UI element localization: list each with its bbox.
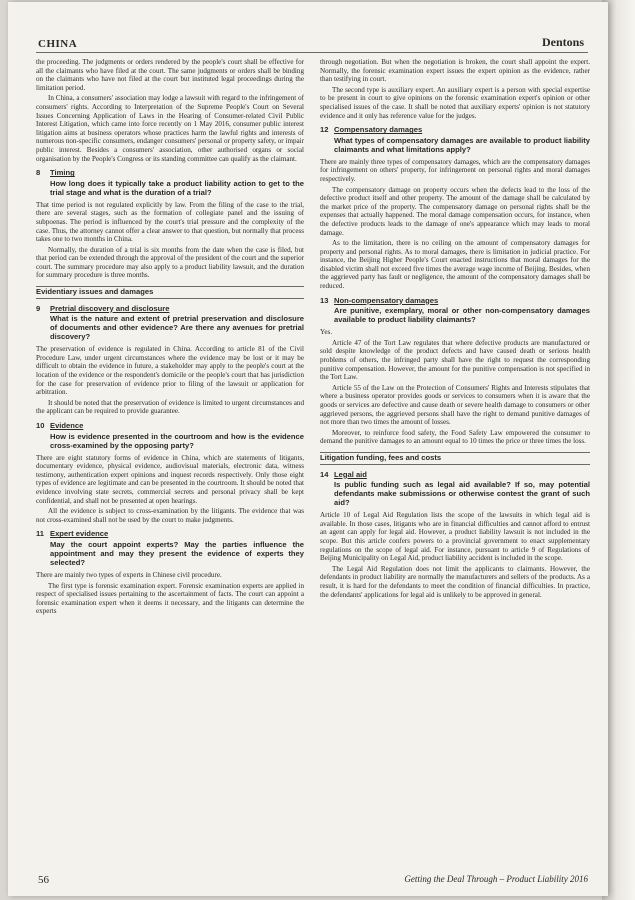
- question-title: Timing: [50, 168, 75, 178]
- question-number: 14: [320, 469, 329, 479]
- page-number: 56: [38, 874, 49, 886]
- question-title: Evidence: [50, 421, 84, 430]
- section-heading-evidentiary: Evidentiary issues and damages: [36, 286, 304, 299]
- question-heading-9: [36, 305, 304, 314]
- question-heading-11: [36, 530, 304, 539]
- paragraph: There are mainly two types of experts in Chinese civil procedure.: [36, 570, 222, 579]
- firm-header: Dentons: [541, 35, 584, 49]
- paragraph: the proceeding. The judgments or orders rendered by the people's court shall be effective for all the claimants who have filed at the court. The same judgments or orders shall be binding on the claimants who have not filed at the court but instituted legal proceedings during the limitation period.: [36, 58, 304, 92]
- question-number: 8: [36, 168, 41, 178]
- paragraph: That time period is not regulated explicitly by law. From the filing of the case to the trial, there are several stages, such as the formation of collegiate panel and the issuing of subpoenas. The period is influenced by the court's trial pressure and the complexity of the case. Thus, the attorney cannot offer a clear answer to that question, but normally that process takes one to two months in China.: [36, 200, 304, 244]
- paragraph: The second type is auxiliary expert. An auxiliary expert is a person with special expertise to be present in court to give opinions on the forensic examination expert's opinion or other specialised issues of the case. It shall be noted that auxiliary experts' opinion is not statutory evidence and it only has reference value for the judges.: [320, 85, 590, 120]
- question-heading-8: [36, 169, 304, 178]
- country-header: CHINA: [38, 38, 78, 50]
- paragraph: through negotiation. But when the negotiation is broken, the court shall appoint the expert. Normally, the forensic examination expert issues the expert opinion as the evidence, rather than testifying in court.: [320, 58, 590, 84]
- question-number: 12: [320, 125, 329, 135]
- paragraph: Article 55 of the Law on the Protection of Consumers' Rights and Interests stipulates that where a business operator provides goods or services to consumers when it is aware that the goods or services are defective and cause death or severe health damage to consumers or other aggrieved persons, the aggrieved persons shall have the right to demand punitive damages of not more than two times the amount of losses.: [320, 383, 590, 427]
- paragraph: It should be noted that the preservation of evidence is limited to urgent circumstances and the applicant can be required to provide guarantee.: [36, 398, 304, 416]
- section-heading-funding: Litigation funding, fees and costs: [320, 452, 590, 465]
- question-title: Compensatory damages: [334, 125, 423, 135]
- question-number: 9: [36, 303, 41, 313]
- question-number: 10: [36, 421, 45, 430]
- question-number: 13: [320, 295, 329, 305]
- paragraph: Normally, the duration of a trial is six months from the date when the case is filed, but that period can be extended through the approval of the president of the court and the superior court. The summary procedure may also apply to a product liability lawsuit, and the duration for summary procedure is three months.: [36, 245, 304, 280]
- paragraph: All the evidence is subject to cross-examination by the litigants. The evidence that was not cross-examined shall not be used by the court to make judgments.: [36, 507, 304, 524]
- question-number: 11: [36, 529, 45, 539]
- paragraph: There are eight statutory forms of evidence in China, which are statements of litigants, documentary evidence, physical evidence, audiovisual materials, electronic data, witness testimony, authentication expert opinions and inquest records respectively. Only those eight types of evidence are legitimate and can be presented in the courtroom. It should be noted that evidence involving state secrets, commercial secrets and personal privacy shall be kept confidential, and shall not be presented at open hearings.: [36, 453, 304, 505]
- paragraph: There are mainly three types of compensatory damages, which are the compensatory damages for infringement on others' property, for infringement on personal rights and moral damages respectively.: [320, 157, 590, 183]
- paragraph: The first type is forensic examination expert. Forensic examination experts are applied in respect of specialised issues pertaining to the ascertainment of facts. The court can appoint a forensic examination expert when it deems it necessary, and the litigants can determine the experts: [36, 581, 304, 616]
- paragraph: Moreover, to reinforce food safety, the Food Safety Law empowered the consumer to demand the punitive damages to an amount equal to 10 times the price or three times the loss.: [320, 428, 590, 446]
- question-text: May the court appoint experts? May the parties influence the appointment and may they present the evidence of experts they selected?: [50, 539, 304, 567]
- question-title: Non-compensatory damages: [334, 295, 439, 305]
- question-text: How is evidence presented in the courtroom and how is the evidence cross-examined by the opposing party?: [50, 431, 304, 450]
- right-column: [320, 58, 590, 601]
- paragraph: The compensatory damage on property occurs when the defects lead to the loss of the defective product itself and other property. The amount of the damage shall be calculated by the market price of the property. The compensatory damage on personal rights shall be the expenses that actually happened. The moral damage compensation occurs, for instance, when the defective products leads to the damage of one's appearance which may leads to moral damage.: [320, 185, 590, 237]
- paragraph: Article 10 of Legal Aid Regulation lists the scope of the lawsuits in which legal aid is available. In those cases, litigants who are in financial difficulties and cannot afford to entrust an agent can apply for legal aid. However, a product liability lawsuit is not included in the scope. But this article confers powers to a provincial government to enact supplementary regulations on the scope of legal aid. For instance, pursuant to article 9 of Regulations of Beijing Municipality on Legal Aid, product liability accident is included in the scope.: [320, 511, 590, 563]
- left-column: [36, 58, 304, 618]
- question-text: Are punitive, exemplary, moral or other non-compensatory damages available to product liability claimants?: [334, 306, 590, 325]
- paragraph: As to the limitation, there is no ceiling on the amount of compensatory damages for property and personal rights. As to moral damages, there is limitation in judicial practice. For instance, the Beijing Higher People's Court enacted instructions that moral damages for the disabled victim shall not exceed five times the average wage income of Beijing. Besides, when the aggrieved party has fault or negligence, the amount of the compensatory damages shall be reduced.: [320, 239, 590, 291]
- question-heading-10: [36, 422, 304, 431]
- question-text: What types of compensatory damages are available to product liability claimants and what limitations apply?: [334, 135, 590, 154]
- paragraph: Yes.: [320, 328, 333, 337]
- question-text: How long does it typically take a product liability action to get to the trial stage and what is the duration of a trial?: [50, 178, 304, 197]
- question-title: Pretrial discovery and disclosure: [50, 303, 170, 313]
- question-title: Expert evidence: [50, 529, 109, 539]
- paragraph: In China, a consumers' association may lodge a lawsuit with regard to the infringement of consumers' rights. According to Interpretation of the Supreme People's Court on Several Issues Concerning Application of Laws in the Hearing of Consumer-related Civil Public Interest Litigation, which came into force recently on 1 May 2016, consumer public interest litigation aims at business operators whose practices harm the lawful rights and interests of numerous non-specific consumers, endanger consumers' personal or property safety, or impair public interest. Besides a consumers' association, other authorised organs or social organisation by the People's Congress or its standing committee can qualify as the claimant.: [36, 94, 304, 163]
- paragraph: The Legal Aid Regulation does not limit the applicants to claimants. However, the defendants in product liability are normally the manufacturers and sellers of the products. As a result, it is hard for the defendants to meet the condition of financial difficulties. In practice, the defendants' applications for legal aid is unlikely to be approved in general.: [320, 564, 590, 599]
- question-heading-12: [320, 126, 590, 135]
- publication-footer: Getting the Deal Through – Product Liability 2016: [404, 874, 588, 884]
- question-text: What is the nature and extent of pretrial preservation and disclosure of documents and other evidence? Are there any avenues for pretrial discovery?: [50, 314, 304, 342]
- document-page: [8, 2, 608, 896]
- paragraph: Article 47 of the Tort Law regulates that where defective products are manufactured or sold despite knowledge of the product defects and have caused death or serious health problems of others, the infringed party shall have the right to request the corresponding punitive compensation. However, the amount for the punitive compensation is not specified in the Tort Law.: [320, 338, 590, 382]
- question-title: Legal aid: [334, 469, 367, 479]
- question-text: Is public funding such as legal aid available? If so, may potential defendants make submissions or otherwise contest the grant of such aid?: [334, 480, 590, 508]
- question-heading-13: [320, 297, 590, 306]
- header-rule: [36, 52, 588, 53]
- question-heading-14: [320, 471, 590, 480]
- paragraph: The preservation of evidence is regulated in China. According to article 81 of the Civil Procedure Law, under urgent circumstances where the evidence may be lost or it may be difficult to obtain the evidence in future, a stakeholder may apply to the people's court at the location of the evidence or the respondent's domicile or the people's court that has jurisdiction for the case for preservation of evidence prior to filing of the lawsuit or application for arbitration.: [36, 345, 304, 397]
